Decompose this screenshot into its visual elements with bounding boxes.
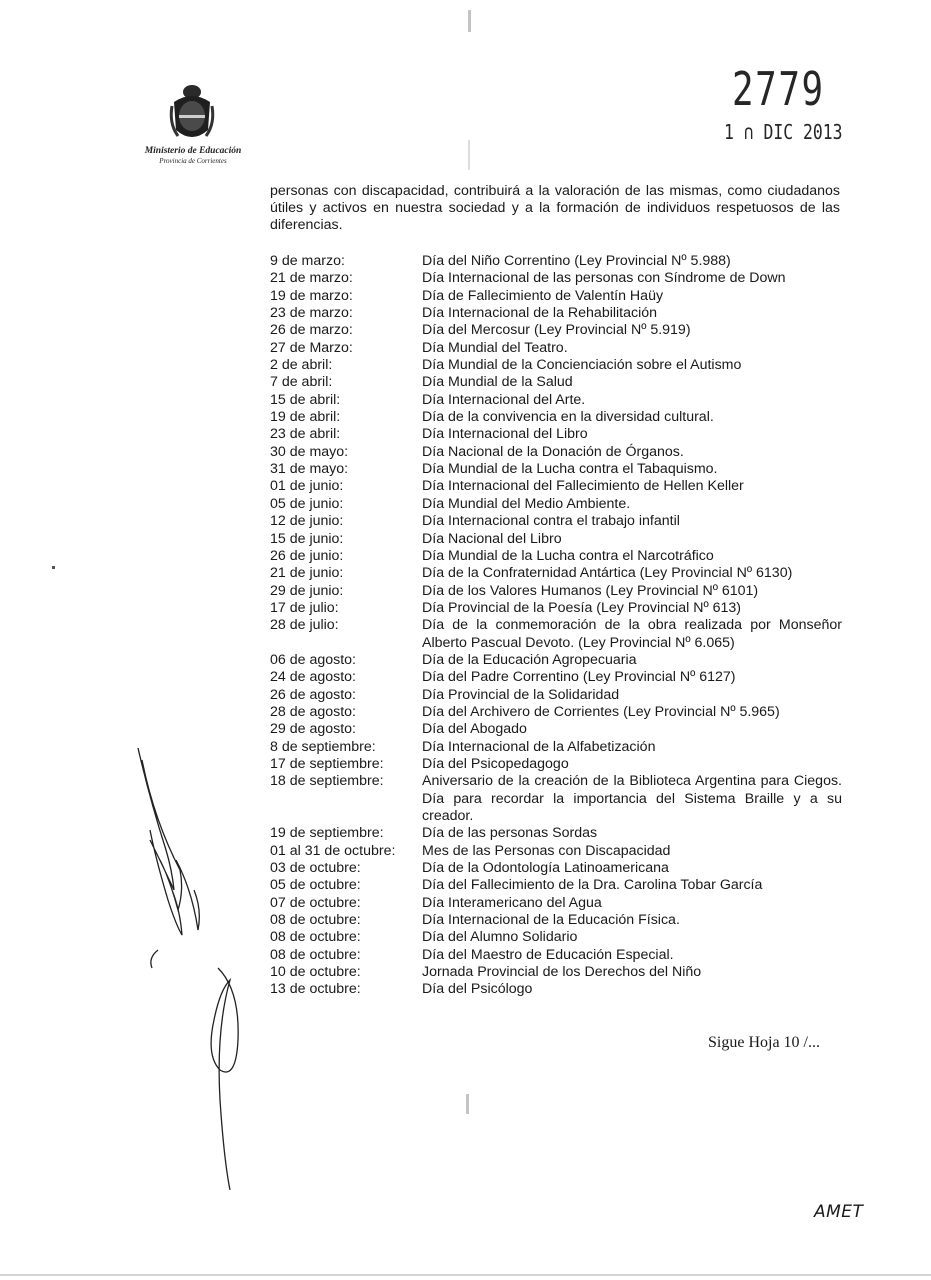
entry-description: Día del Archivero de Corrientes (Ley Provincial Nº 5.965) (422, 703, 780, 720)
entry-date: 23 de marzo: (270, 305, 353, 322)
entry-description: Día Interamericano del Agua (422, 894, 602, 911)
entry-description: Día Provincial de la Poesía (Ley Provincial Nº 613) (422, 599, 742, 616)
entry-description: Día Internacional del Fallecimiento de Hellen Keller (422, 478, 744, 495)
date-entry (270, 912, 842, 929)
date-entry (270, 305, 842, 322)
date-entry (270, 392, 842, 409)
date-entry (270, 964, 842, 981)
entry-description: Día Internacional de la Alfabetización (422, 738, 656, 755)
entry-date: 29 de agosto: (270, 721, 356, 738)
date-entry (270, 253, 842, 270)
entry-description: Día Internacional del Libro (422, 426, 588, 443)
entry-description: Día Internacional de las personas con Síndrome de Down (422, 270, 786, 287)
entry-date: 07 de octubre: (270, 894, 361, 911)
date-entry (270, 825, 842, 842)
date-entry (270, 895, 842, 912)
entry-description: Día de la convivencia en la diversidad cultural. (422, 409, 714, 426)
entry-date: 31 de mayo: (270, 461, 349, 478)
entry-description: Día de la conmemoración de la obra realizada por Monseñor Alberto Pascual Devoto. (Ley Provincial Nº 6.065) (422, 617, 842, 651)
entry-date: 08 de octubre: (270, 946, 361, 963)
date-entry (270, 773, 842, 825)
entry-description: Jornada Provincial de los Derechos del Niño (422, 964, 702, 981)
date-entry (270, 565, 842, 582)
date-entry (270, 478, 842, 495)
date-entry (270, 687, 842, 704)
entry-date: 26 de junio: (270, 547, 344, 564)
entry-description: Día del Psicólogo (422, 981, 533, 998)
date-entry (270, 981, 842, 998)
entry-date: 05 de octubre: (270, 877, 361, 894)
date-entry (270, 600, 842, 617)
date-entry (270, 340, 842, 357)
entry-description: Día Nacional de la Donación de Órganos. (422, 443, 684, 460)
entry-date: 01 al 31 de octubre: (270, 842, 396, 859)
date-entry (270, 739, 842, 756)
entry-date: 08 de octubre: (270, 929, 361, 946)
scan-mark (468, 10, 471, 32)
intro-paragraph: personas con discapacidad, contribuirá a la valoración de las mismas, como ciudadanos útiles y activos en nuestra sociedad y a la formación de individuos respetuosos de las diferencias. (270, 183, 840, 234)
entry-date: 12 de junio: (270, 513, 344, 530)
entry-date: 24 de agosto: (270, 669, 356, 686)
date-entry (270, 322, 842, 339)
entry-description: Día Provincial de la Solidaridad (422, 686, 620, 703)
entry-date: 17 de septiembre: (270, 755, 384, 772)
entry-description: Día del Alumno Solidario (422, 929, 578, 946)
ministry-name: Ministerio de Educación (144, 146, 242, 156)
entry-date: 21 de marzo: (270, 270, 353, 287)
entry-description: Día de los Valores Humanos (Ley Provincial Nº 6101) (422, 582, 759, 599)
date-entry (270, 860, 842, 877)
entry-description: Día Internacional contra el trabajo infantil (422, 513, 680, 530)
entry-date: 28 de julio: (270, 617, 339, 634)
date-entry (270, 531, 842, 548)
entry-description: Mes de las Personas con Discapacidad (422, 842, 671, 859)
date-entry (270, 513, 842, 530)
entry-description: Día Mundial del Medio Ambiente. (422, 495, 631, 512)
entry-date: 29 de junio: (270, 582, 344, 599)
scan-mark (468, 140, 470, 170)
entry-date: 10 de octubre: (270, 964, 361, 981)
entry-date: 19 de septiembre: (270, 825, 384, 842)
entry-description: Día Internacional de la Educación Física. (422, 912, 680, 929)
entry-date: 7 de abril: (270, 374, 333, 391)
entry-description: Día Mundial de la Lucha contra el Tabaquismo. (422, 461, 718, 478)
entry-description: Día del Psicopedagogo (422, 755, 569, 772)
entry-description: Día del Niño Correntino (Ley Provincial Nº 5.988) (422, 253, 731, 269)
entry-date: 30 de mayo: (270, 443, 349, 460)
date-entry (270, 617, 842, 652)
entry-date: 26 de agosto: (270, 686, 356, 703)
scan-mark (52, 566, 55, 569)
date-entry (270, 704, 842, 721)
entry-description: Día de Fallecimiento de Valentín Haüy (422, 287, 664, 304)
entry-description: Día del Padre Correntino (Ley Provincial Nº 6127) (422, 669, 736, 686)
entry-description: Día Mundial de la Lucha contra el Narcotráfico (422, 547, 714, 564)
date-entry (270, 721, 842, 738)
initials-mark: AMET (814, 1202, 864, 1222)
entry-description: Día Mundial del Teatro. (422, 339, 568, 356)
entry-date: 8 de septiembre: (270, 738, 376, 755)
entry-date: 9 de marzo: (270, 253, 345, 269)
entry-date: 15 de abril: (270, 391, 341, 408)
entry-date: 26 de marzo: (270, 322, 353, 339)
entry-description: Día Nacional del Libro (422, 530, 562, 547)
date-entry (270, 288, 842, 305)
entry-description: Día del Maestro de Educación Especial. (422, 946, 674, 963)
date-entry (270, 947, 842, 964)
scan-mark (0, 1274, 931, 1276)
entry-description: Día de la Odontología Latinoamericana (422, 860, 669, 877)
entry-date: 17 de julio: (270, 599, 339, 616)
date-entry (270, 652, 842, 669)
entry-description: Día Internacional de la Rehabilitación (422, 305, 658, 322)
date-entry (270, 929, 842, 946)
entry-date: 21 de junio: (270, 565, 344, 582)
date-entry (270, 843, 842, 860)
entry-description: Día del Mercosur (Ley Provincial Nº 5.919) (422, 322, 691, 339)
entry-date: 06 de agosto: (270, 651, 356, 668)
entry-date: 19 de marzo: (270, 287, 353, 304)
entry-date: 05 de junio: (270, 495, 344, 512)
entry-description: Día de la Educación Agropecuaria (422, 651, 637, 668)
resolution-number: 2779 (732, 62, 825, 116)
entry-date: 2 de abril: (270, 357, 333, 374)
date-entry (270, 409, 842, 426)
entry-description: Aniversario de la creación de la Biblioteca Argentina para Ciegos. Día para recordar la importancia del Sistema Braille y a su creador. (422, 773, 842, 824)
date-entry (270, 461, 842, 478)
entry-description: Día Internacional del Arte. (422, 391, 586, 408)
entry-date: 13 de octubre: (270, 981, 361, 998)
commemorative-dates-list (270, 253, 842, 999)
date-entry (270, 374, 842, 391)
date-entry (270, 548, 842, 565)
entry-description: Día del Abogado (422, 721, 527, 738)
entry-date: 19 de abril: (270, 409, 341, 426)
entry-description: Día de la Confraternidad Antártica (Ley Provincial Nº 6130) (422, 565, 793, 582)
entry-date: 28 de agosto: (270, 703, 356, 720)
date-entry (270, 426, 842, 443)
date-entry (270, 756, 842, 773)
entry-date: 15 de junio: (270, 530, 344, 547)
date-entry (270, 669, 842, 686)
province-name: Provincia de Corrientes (159, 157, 227, 165)
entry-date: 23 de abril: (270, 426, 341, 443)
entry-date: 03 de octubre: (270, 860, 361, 877)
entry-description: Día Mundial de la Salud (422, 374, 573, 391)
entry-description: Día de las personas Sordas (422, 825, 598, 842)
date-entry (270, 496, 842, 513)
date-entry (270, 877, 842, 894)
entry-date: 27 de Marzo: (270, 339, 353, 356)
continued-note: Sigue Hoja 10 /... (708, 1034, 820, 1051)
scan-mark (466, 1094, 469, 1114)
date-entry (270, 357, 842, 374)
entry-date: 08 de octubre: (270, 912, 361, 929)
entry-date: 18 de septiembre: (270, 773, 384, 790)
entry-date: 01 de junio: (270, 478, 344, 495)
date-entry (270, 583, 842, 600)
resolution-date: 1 ∩ DIC 2013 (724, 120, 843, 144)
handwritten-signature (120, 740, 250, 1200)
date-entry (270, 444, 842, 461)
entry-description: Día Mundial de la Concienciación sobre el Autismo (422, 357, 742, 374)
date-entry (270, 270, 842, 287)
coat-of-arms-icon (168, 84, 216, 144)
entry-description: Día del Fallecimiento de la Dra. Carolina Tobar García (422, 877, 763, 894)
ministry-header (118, 146, 268, 165)
